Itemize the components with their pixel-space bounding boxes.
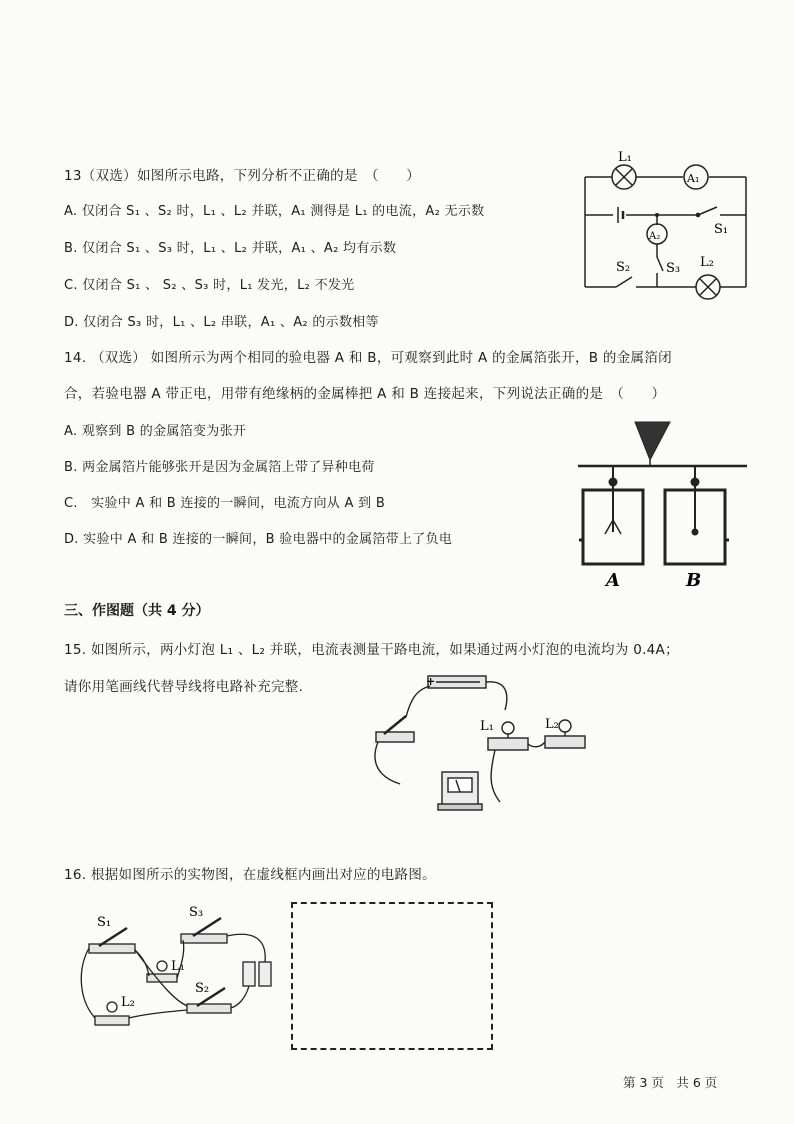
q13-option-d: D. 仅闭合 S₃ 时，L₁ 、L₂ 串联，A₁ 、A₂ 的示数相等: [64, 315, 379, 330]
q14-stem-line1: 14. （双选） 如图所示为两个相同的验电器 A 和 B，可观察到此时 A 的金属箔张开，B 的金属箔闭: [64, 350, 672, 366]
page-number: 第 3 页 共 6 页: [623, 1075, 718, 1090]
label-a1: A₁: [687, 172, 700, 185]
label-l1: L₁: [171, 959, 185, 974]
answer-dashed-box[interactable]: [291, 902, 493, 1050]
label-battery-plus: +: [426, 675, 436, 688]
q13-option-b: B. 仅闭合 S₁ 、S₃ 时，L₁ 、L₂ 并联，A₁ 、A₂ 均有示数: [64, 241, 397, 256]
q14-stem-line2: 合，若验电器 A 带正电，用带有绝缘柄的金属棒把 A 和 B 连接起来，下列说法正确的是 （ ）: [64, 386, 666, 402]
q13-option-c: C. 仅闭合 S₁ 、 S₂ 、S₃ 时，L₁ 发光，L₂ 不发光: [64, 278, 355, 293]
q14-option-d: D. 实验中 A 和 B 连接的一瞬间，B 验电器中的金属箔带上了负电: [64, 532, 453, 547]
label-l2: L₂: [545, 717, 559, 732]
label-s3: S₃: [189, 905, 204, 920]
q14-option-a: A. 观察到 B 的金属箔变为张开: [64, 424, 247, 439]
q14-electroscope-figure: [575, 420, 750, 590]
q15-line1: 15. 如图所示，两小灯泡 L₁ 、L₂ 并联，电流表测量干路电流，如果通过两小灯泡的电流均为 0.4A；: [64, 642, 679, 658]
q13-circuit-diagram: [580, 145, 750, 295]
label-a2: A₂: [649, 231, 661, 242]
label-s1: S₁: [97, 915, 112, 930]
label-s3: S₃: [666, 261, 681, 276]
label-l2: L₂: [700, 255, 714, 270]
label-l1: L₁: [480, 719, 494, 734]
label-electroscope-b: B: [686, 570, 702, 591]
q14-option-b: B. 两金属箔片能够张开是因为金属箔上带了异种电荷: [64, 460, 375, 475]
label-s2: S₂: [195, 981, 210, 996]
label-s1: S₁: [714, 222, 729, 237]
q14-option-c: C. 实验中 A 和 B 连接的一瞬间，电流方向从 A 到 B: [64, 496, 386, 511]
label-l2: L₂: [121, 995, 135, 1010]
label-electroscope-a: A: [606, 570, 620, 591]
q16-physical-circuit: [75, 900, 285, 1035]
label-s2: S₂: [616, 260, 631, 275]
label-l1: L₁: [618, 150, 632, 165]
q13-option-a: A. 仅闭合 S₁ 、S₂ 时，L₁ 、L₂ 并联，A₁ 测得是 L₁ 的电流，A₂ 无示数: [64, 204, 485, 219]
q13-stem: 13（双选）如图所示电路，下列分析不正确的是 （ ）: [64, 168, 421, 184]
section-title: 三、作图题（共 4 分）: [64, 603, 210, 619]
q15-physical-circuit: [370, 672, 600, 822]
q16-stem: 16. 根据如图所示的实物图，在虚线框内画出对应的电路图。: [64, 867, 436, 883]
q15-line2: 请你用笔画线代替导线将电路补充完整.: [64, 679, 304, 695]
